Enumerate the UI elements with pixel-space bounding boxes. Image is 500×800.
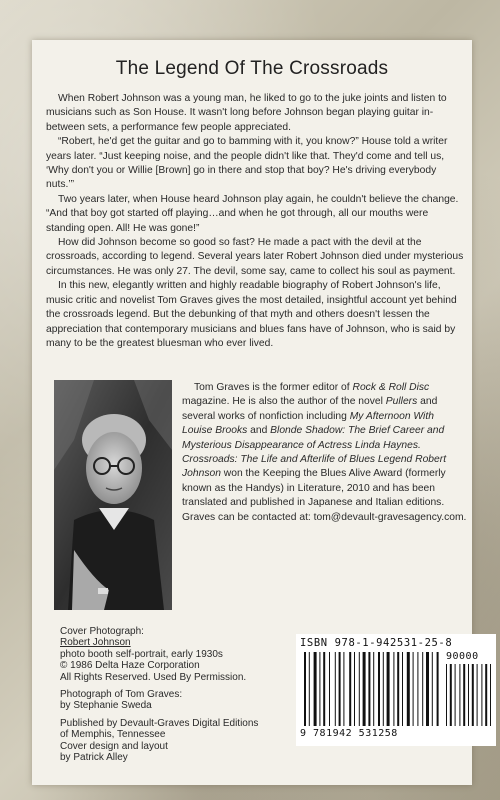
author-photo [54, 380, 172, 610]
barcode-bar [359, 652, 360, 726]
barcode-bar [323, 652, 325, 726]
rights-line: All Rights Reserved. Used By Permission. [60, 671, 247, 683]
barcode-bar [407, 652, 410, 726]
barcode-bar [413, 652, 414, 726]
addon-bar [468, 664, 469, 726]
barcode-bar [432, 652, 433, 726]
addon-bar [446, 664, 447, 726]
bio-paragraph: Tom Graves is the former editor of Rock & Roll Disc magazine. He is also the author of the novel Pullers and several works of nonfiction including My Afternoon With Louise Brooks and Blonde Shadow: The Brief Career and Mysterious Disappearance of Actress Linda Haynes. Crossroads: The Life and Afterlife of Blues Legend Robert Johnson won the Keeping the Blues Alive Award (formerly known as the Handys) in Literature, 2010 and has been translated and published in Japanese and Italian editions. Graves can be contacted at: tom@devault-gravesagency.com. [182, 382, 467, 523]
publisher-location: of Memphis, Tennessee [60, 729, 166, 741]
addon-bar [459, 664, 460, 726]
page-title: The Legend Of The Crossroads [115, 58, 389, 79]
barcode-bar [378, 652, 380, 726]
barcode-bar [437, 652, 439, 726]
description-text [46, 92, 466, 351]
copyright-line: © 1986 Delta Haze Corporation [60, 660, 200, 672]
addon-bar [472, 664, 474, 726]
barcode-bar [329, 652, 330, 726]
credits-block [60, 626, 290, 763]
price-addon-number: 90000 [446, 651, 479, 662]
barcode-bar [373, 652, 374, 726]
barcode-bar [339, 652, 341, 726]
body-paragraph: Two years later, when House heard Johnson play again, he couldn't believe the change. “And that boy got started off playing…and when he got through, all our mouths were standing open. All! He was gone!” [46, 193, 459, 234]
addon-bar [450, 664, 452, 726]
designer: by Patrick Alley [60, 752, 128, 764]
barcode-bar [397, 652, 399, 726]
text-panel [32, 40, 479, 785]
barcode-bar [349, 652, 351, 726]
barcode-bar [319, 652, 320, 726]
addon-bar [477, 664, 478, 726]
barcode-bar [426, 652, 429, 726]
cover-photo-label: Cover Photograph: [60, 626, 144, 637]
publisher-line: Published by Devault-Graves Digital Editions [60, 717, 259, 729]
addon-bar [481, 664, 482, 726]
barcode-bar [383, 652, 384, 726]
barcode-bar [368, 652, 370, 726]
ean-number: 9 781942 531258 [300, 728, 398, 739]
author-bio [182, 381, 467, 525]
addon-bar [485, 664, 487, 726]
barcode-bar [314, 652, 317, 726]
design-credit: Cover design and layout [60, 740, 168, 752]
barcode-bar [343, 652, 344, 726]
barcode-bar [422, 652, 423, 726]
addon-bar [463, 664, 465, 726]
photographer: by Stephanie Sweda [60, 700, 152, 712]
cover-description: photo booth self-portrait, early 1930s [60, 648, 223, 660]
barcode-bar [354, 652, 355, 726]
barcode-bar [393, 652, 394, 726]
barcode-bar [363, 652, 366, 726]
author-portrait-image [54, 380, 172, 610]
barcode-bar [304, 652, 306, 726]
barcode-bar [335, 652, 336, 726]
barcode-bar [387, 652, 390, 726]
barcode-bar [402, 652, 403, 726]
addon-bar [455, 664, 456, 726]
isbn-number: ISBN 978-1-942531-25-8 [300, 637, 453, 649]
addon-bar [490, 664, 491, 726]
body-paragraph: When Robert Johnson was a young man, he liked to go to the juke joints and listen to musicians such as Son House. It wasn't long before Johnson began playing guitar in-between sets, a performance few people appreciated. [46, 93, 447, 133]
barcode-bar [417, 652, 418, 726]
body-paragraph: In this new, elegantly written and highly readable biography of Robert Johnson's life, music critic and novelist Tom Graves gives the most detailed, insightful account yet behind the crossroads legend. But the debunking of that myth and others doesn't lessen the appreciation that contemporary musicians and blues fans have of Johnson, who is said by many to be the greatest bluesman who ever lived. [46, 280, 457, 349]
body-paragraph: How did Johnson become so good so fast? He made a pact with the devil at the crossroads, according to legend. Several years later Robert Johnson died under mysterious circumstances. He was only 27. The devil, some say, came to collect his soul as payment. [46, 237, 464, 277]
barcode-bar [309, 652, 310, 726]
author-photo-label: Photograph of Tom Graves: [60, 689, 183, 701]
body-paragraph: “Robert, he'd get the guitar and go to bamming with it, you know?” House told a writer years later. “Just keeping noise, and the people didn't like that. They'd come and tell us, ‘Why don't you or Willie [Brown] go in there and stop that boy? He's driving everybody nuts.’” [46, 136, 448, 191]
isbn-barcode [296, 634, 496, 746]
cover-subject: Robert Johnson [60, 637, 131, 649]
